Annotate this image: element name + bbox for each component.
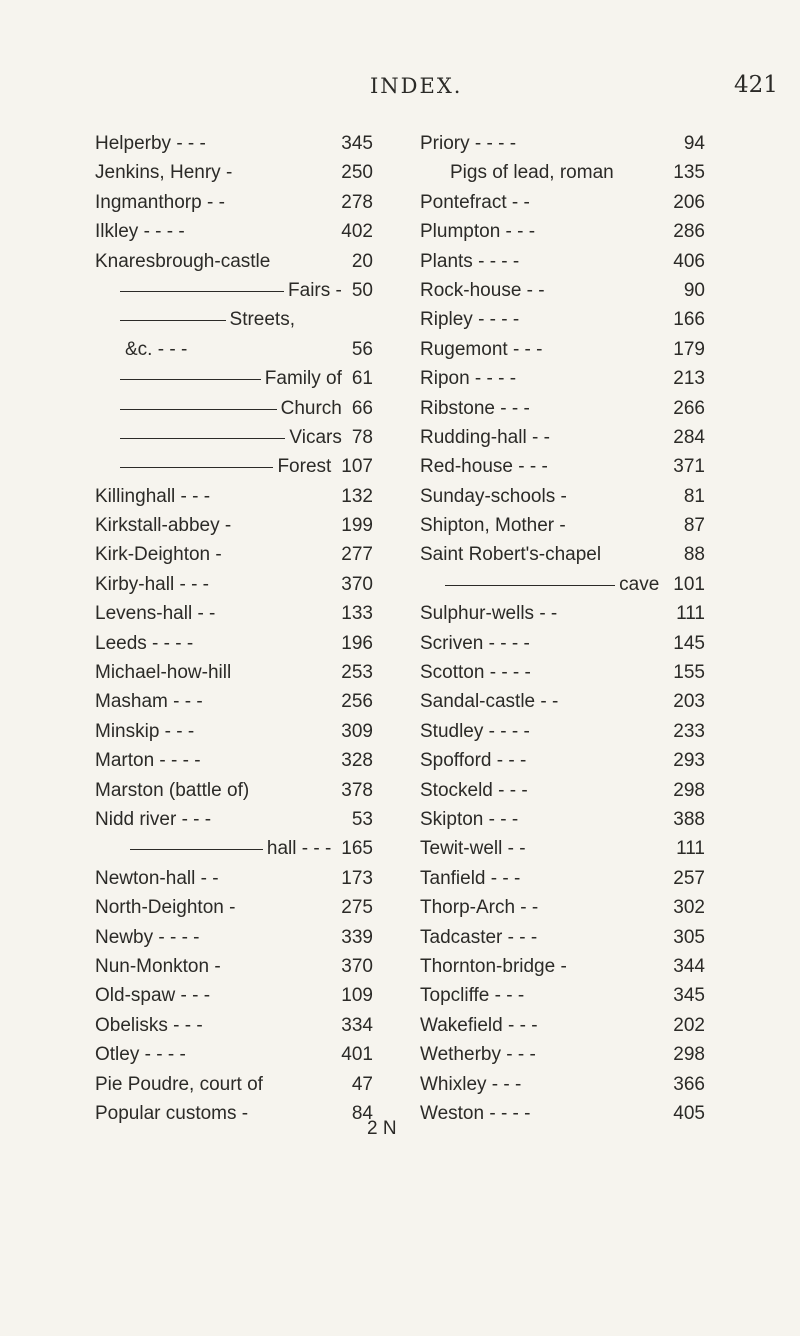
index-entry-page: 53 [351,808,373,830]
index-entry [95,687,373,716]
index-entry-label: Topcliffe - - - [420,985,525,1007]
index-entry [95,452,373,481]
index-entry-label: Streets, [229,309,295,331]
index-entry-label: Scotton - - - - [420,662,531,684]
index-entry [95,305,373,334]
index-entry [420,394,705,423]
index-entry-label: Nun-Monkton - [95,955,221,977]
index-entry [420,717,705,746]
index-entry-label: Thorp-Arch - - [420,897,539,919]
index-entry-label: Michael-how-hill [95,662,232,684]
index-entry-page: 133 [341,603,373,625]
index-entry [95,864,373,893]
index-entry-label: Ripon - - - - [420,368,517,390]
index-entry-label: Skipton - - - [420,808,519,830]
index-entry [420,188,705,217]
index-entry-page: 61 [351,368,373,390]
index-entry-page: 166 [673,309,705,331]
index-entry-label: North-Deighton - [95,897,236,919]
signature-mark: 2 N [367,1118,397,1139]
index-entry-label: Killinghall - - - [95,485,211,507]
index-entry-page: 90 [683,279,705,301]
index-entry-page: 371 [673,456,705,478]
index-entry-page: 87 [683,515,705,537]
index-entry [420,1040,705,1069]
index-entry-page: 165 [341,838,373,860]
index-entry-page: 309 [341,720,373,742]
index-entry [95,834,373,863]
index-entry-page: 56 [351,338,373,360]
index-entry-label: Whixley - - - [420,1073,522,1095]
index-entry [420,805,705,834]
index-entry-label: Helperby - - - [95,133,206,154]
index-entry-label: &c. - - - [125,338,188,360]
index-entry-page: 199 [341,515,373,537]
ditto-rule [120,320,226,321]
index-entry-page: 94 [683,133,705,154]
index-entry [95,1011,373,1040]
index-entry-page: 135 [673,162,705,184]
index-entry-label: Levens-hall - - [95,603,216,625]
index-entry-label: Sunday-schools - [420,485,567,507]
index-entry-page: 339 [341,926,373,948]
index-entry-page: 84 [351,1102,373,1124]
index-entry-page: 206 [673,191,705,213]
index-entry-page: 275 [341,897,373,919]
index-entry-label: Saint Robert's-chapel [420,544,602,566]
index-entry-label: Kirk-Deighton - [95,544,222,566]
index-entry [420,834,705,863]
index-entry [420,746,705,775]
index-entry-label: Marton - - - - [95,750,201,772]
index-entry-page: 266 [673,397,705,419]
index-entry-page: 366 [673,1073,705,1095]
index-entry [420,1011,705,1040]
index-entry [95,599,373,628]
index-entry [95,746,373,775]
index-entry [95,129,373,158]
index-entry-page: 173 [341,867,373,889]
index-entry [420,658,705,687]
index-entry-label: Rugemont - - - [420,338,543,360]
index-entry-page: 81 [683,485,705,507]
index-entry-page: 257 [673,867,705,889]
index-entry-page: 78 [351,426,373,448]
index-entry [95,247,373,276]
index-entry-label: Otley - - - - [95,1044,186,1066]
index-entry-page: 401 [341,1044,373,1066]
index-entry-page: 334 [341,1014,373,1036]
index-entry-page: 302 [673,897,705,919]
index-entry [420,629,705,658]
index-entry-page: 378 [341,779,373,801]
index-entry-label: Leeds - - - - [95,632,194,654]
index-entry-page: 256 [341,691,373,713]
index-entry-label: Church [280,397,342,419]
index-entry [420,305,705,334]
index-entry-page: 345 [341,133,373,154]
ditto-rule [120,409,277,410]
index-entry-page: 298 [673,1044,705,1066]
ditto-rule [120,467,273,468]
index-entry-page: 101 [673,573,705,595]
index-entry-label: Ingmanthorp - - [95,191,225,213]
index-entry [95,335,373,364]
index-entry-page: 406 [673,250,705,272]
index-entry [420,952,705,981]
index-entry-label: Plants - - - - [420,250,520,272]
index-entry-label: Priory - - - - [420,133,517,154]
ditto-rule [445,585,615,586]
index-entry-label: Plumpton - - - [420,221,536,243]
index-entry-label: Family of [264,368,342,390]
index-column-right [420,129,705,1128]
index-entry-label: Ribstone - - - [420,397,530,419]
index-entry [420,217,705,246]
index-entry-page: 109 [341,985,373,1007]
index-entry-page: 253 [341,662,373,684]
index-entry [420,482,705,511]
index-entry-page: 250 [341,162,373,184]
index-entry-page: 202 [673,1014,705,1036]
index-entry-page: 203 [673,691,705,713]
index-entry-page: 88 [683,544,705,566]
page-header [0,70,800,110]
index-entry [95,805,373,834]
index-entry [420,923,705,952]
index-entry-label: Rudding-hall - - [420,426,550,448]
index-entry [95,394,373,423]
page-number: 421 [734,72,778,98]
index-entry-label: Weston - - - - [420,1102,531,1124]
index-entry [95,1099,373,1128]
index-entry [420,247,705,276]
index-entry-label: Pontefract - - [420,191,530,213]
index-entry-page: 196 [341,632,373,654]
index-entry-label: Jenkins, Henry - [95,162,233,184]
index-entry-label: Stockeld - - - [420,779,528,801]
index-entry-label: Rock-house - - [420,279,545,301]
index-entry-page: 278 [341,191,373,213]
index-entry [420,1070,705,1099]
ditto-rule [120,379,261,380]
index-entry-label: Fairs - [288,279,342,301]
ditto-rule [130,849,263,850]
index-entry-page: 277 [341,544,373,566]
index-entry-label: Obelisks - - - [95,1014,203,1036]
index-entry-label: Nidd river - - - [95,808,212,830]
index-entry-label: Old-spaw - - - [95,985,211,1007]
index-entry [420,864,705,893]
index-entry [420,599,705,628]
index-entry [95,276,373,305]
index-entry-label: Forest [277,456,332,478]
index-entry [95,188,373,217]
index-entry [95,923,373,952]
index-entry [95,158,373,187]
index-entry-label: Newby - - - - [95,926,200,948]
ditto-rule [120,438,285,439]
index-entry-label: Sandal-castle - - [420,691,559,713]
index-entry-label: Shipton, Mother - [420,515,566,537]
index-entry-page: 179 [673,338,705,360]
index-entry-label: Tewit-well - - [420,838,526,860]
index-entry [420,511,705,540]
index-entry [95,717,373,746]
index-entry-label: cave [619,573,660,595]
index-entry [95,893,373,922]
index-entry [95,981,373,1010]
index-entry-page: 50 [351,279,373,301]
index-entry-page: 155 [673,662,705,684]
index-entry-label: Wetherby - - - [420,1044,536,1066]
index-entry-page: 298 [673,779,705,801]
index-entry-page: 213 [673,368,705,390]
index-entry [420,687,705,716]
index-entry [95,1070,373,1099]
index-entry-label: Newton-hall - - [95,867,219,889]
index-entry-label: Popular customs - [95,1102,249,1124]
index-entry [95,511,373,540]
index-entry-label: Pigs of lead, roman [450,162,614,184]
page-title: INDEX. [370,74,463,98]
index-entry-page: 293 [673,750,705,772]
index-entry [95,1040,373,1069]
index-entry [420,364,705,393]
index-entry-page: 111 [676,838,705,860]
index-entry-label: Kirkstall-abbey - [95,515,232,537]
index-entry-label: Vicars [289,426,342,448]
index-entry-page: 345 [673,985,705,1007]
index-entry-label: Marston (battle of) [95,779,250,801]
index-entry [420,540,705,569]
index-entry [420,1099,705,1128]
index-entry-page: 344 [673,955,705,977]
index-entry [420,158,705,187]
index-entry [95,952,373,981]
index-entry-page: 66 [351,397,373,419]
index-column-left [95,129,373,1128]
index-entry-label: Spofford - - - [420,750,527,772]
index-entry-label: Thornton-bridge - [420,955,567,977]
index-entry-page: 402 [341,221,373,243]
index-entry-label: Knaresbrough-castle [95,250,271,272]
index-entry-label: Masham - - - [95,691,203,713]
index-entry [95,482,373,511]
index-entry-page: 388 [673,808,705,830]
index-entry-page: 405 [673,1102,705,1124]
index-entry [95,217,373,246]
index-entry-page: 47 [351,1073,373,1095]
index-entry-label: Ilkley - - - - [95,221,185,243]
index-entry [95,776,373,805]
index-entry-page: 305 [673,926,705,948]
index-entry-label: Tanfield - - - [420,867,521,889]
index-entry-page: 286 [673,221,705,243]
index-entry-page: 233 [673,720,705,742]
index-entry [95,658,373,687]
index-entry-page: 107 [341,456,373,478]
index-entry [420,423,705,452]
index-entry-label: Wakefield - - - [420,1014,538,1036]
index-entry [420,570,705,599]
index-entry-label: Studley - - - - [420,720,530,742]
index-entry-page: 145 [673,632,705,654]
index-entry-label: Scriven - - - - [420,632,530,654]
index-entry-label: Pie Poudre, court of [95,1073,263,1095]
index-entry-label: Ripley - - - - [420,309,520,331]
index-entry [420,452,705,481]
index-entry-page: 370 [341,573,373,595]
index-entry [95,423,373,452]
index-entry [420,893,705,922]
index-entry [420,776,705,805]
index-entry [95,570,373,599]
index-entry [420,335,705,364]
index-entry-label: Sulphur-wells - - [420,603,558,625]
index-entry-page: 370 [341,955,373,977]
index-entry-page: 132 [341,485,373,507]
index-entry [95,629,373,658]
index-entry-page: 328 [341,750,373,772]
index-entry [420,276,705,305]
index-entry-page: 111 [676,603,705,625]
index-entry-page: 20 [351,250,373,272]
index-entry [95,540,373,569]
ditto-rule [120,291,284,292]
index-entry [95,364,373,393]
index-entry-label: Red-house - - - [420,456,548,478]
index-entry-label: hall - - - [266,838,332,860]
index-entry-page: 284 [673,426,705,448]
index-entry-label: Tadcaster - - - [420,926,538,948]
index-entry [420,981,705,1010]
index-entry-label: Kirby-hall - - - [95,573,210,595]
index-entry-label: Minskip - - - [95,720,195,742]
index-entry [420,129,705,158]
